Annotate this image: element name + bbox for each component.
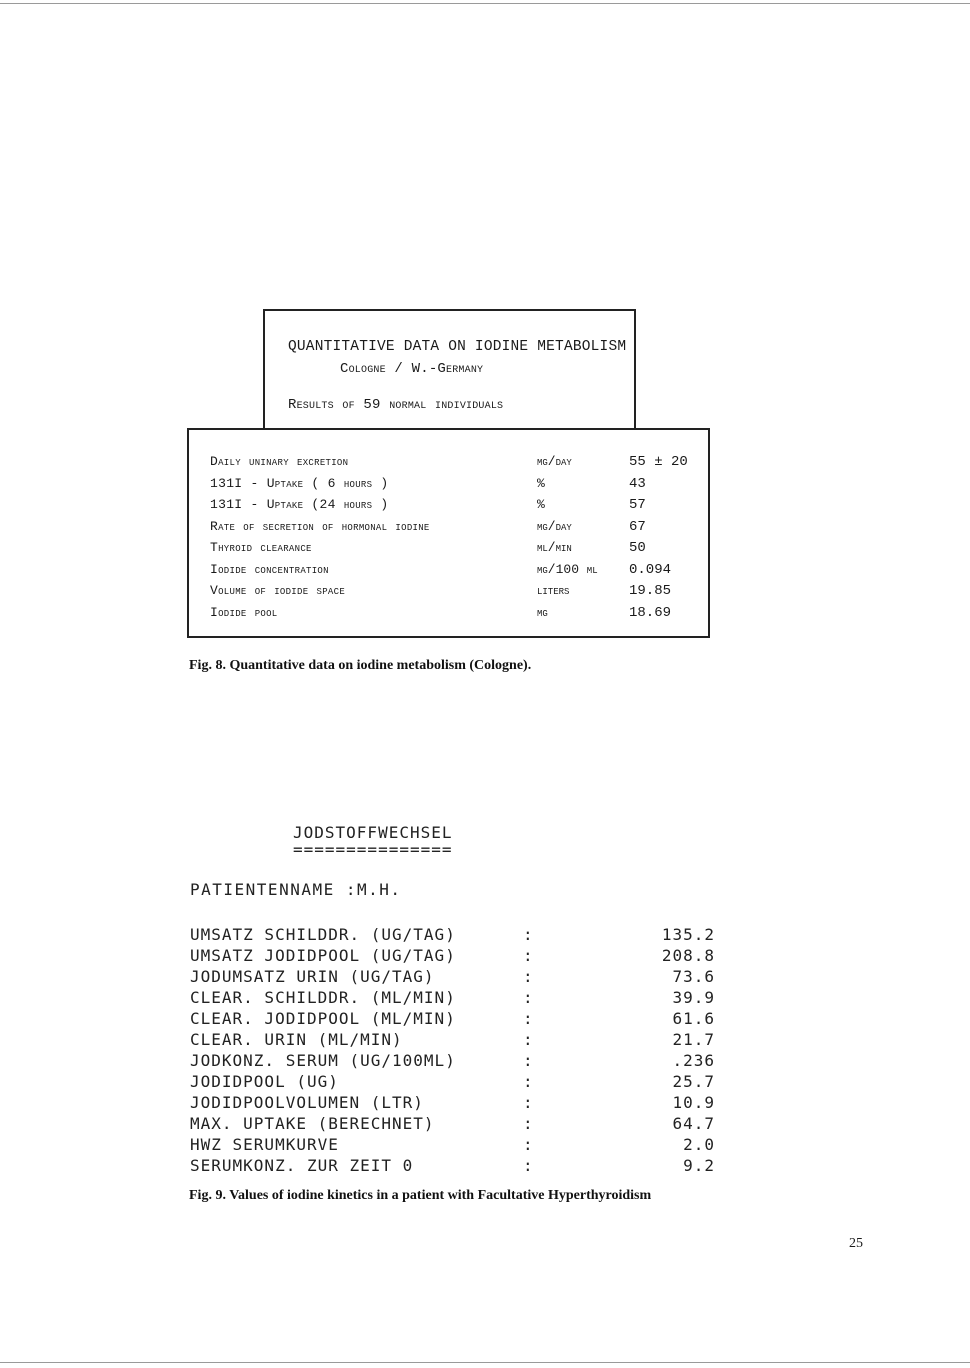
item-value: 64.7	[672, 1114, 715, 1133]
table-row	[189, 540, 708, 561]
list-item	[0, 1135, 970, 1156]
item-colon: :	[523, 988, 534, 1007]
item-label: MAX. UPTAKE (BERECHNET)	[190, 1114, 435, 1133]
row-unit: µg/day	[537, 518, 572, 534]
item-value: 25.7	[672, 1072, 715, 1091]
table-row	[189, 519, 708, 540]
item-label: CLEAR. SCHILDDR. (ML/MIN)	[190, 988, 456, 1007]
table-row	[189, 583, 708, 604]
item-value: 21.7	[672, 1030, 715, 1049]
figure8-title: QUANTITATIVE DATA ON IODINE METABOLISM	[288, 339, 627, 355]
item-value: 2.0	[683, 1135, 715, 1154]
list-item	[0, 1009, 970, 1030]
list-item	[0, 1072, 970, 1093]
figure9-heading-underline: ===============	[293, 840, 453, 859]
figure8-table	[187, 428, 710, 638]
row-unit: µg/day	[537, 454, 572, 469]
figure9-caption: Fig. 9. Values of iodine kinetics in a patient with Facultative Hyperthyroidism	[189, 1188, 652, 1203]
row-value: 19.85	[629, 583, 672, 599]
item-colon: :	[523, 967, 534, 986]
table-row	[189, 454, 708, 475]
figure8-subtitle: Results of 59 normal individuals	[288, 397, 504, 413]
item-colon: :	[523, 1030, 534, 1049]
item-value: 73.6	[672, 967, 715, 986]
row-unit: %	[537, 497, 545, 512]
item-label: CLEAR. URIN (ML/MIN)	[190, 1030, 403, 1049]
row-label: Volume of iodide space	[210, 583, 346, 598]
item-colon: :	[523, 1135, 534, 1154]
figure8-header-box	[263, 309, 636, 428]
item-label: JODIDPOOL (UG)	[190, 1072, 339, 1091]
list-item	[0, 988, 970, 1009]
row-label: Iodide pool	[210, 604, 278, 620]
row-value: 18.69	[629, 604, 672, 621]
list-item	[0, 946, 970, 967]
item-colon: :	[523, 1009, 534, 1028]
row-label: 131I - Uptake (24 hours )	[210, 497, 389, 512]
item-label: UMSATZ SCHILDDR. (UG/TAG)	[190, 925, 456, 944]
row-unit: µg/100 ml	[537, 561, 598, 577]
list-item	[0, 925, 970, 946]
item-label: UMSATZ JODIDPOOL (UG/TAG)	[190, 946, 456, 965]
item-value: 135.2	[661, 925, 715, 944]
row-value: 50	[629, 540, 646, 556]
item-value: 9.2	[683, 1156, 715, 1175]
row-value: 43	[629, 475, 646, 492]
table-row	[189, 605, 708, 626]
row-unit: %	[537, 475, 545, 491]
row-value: 57	[629, 497, 646, 513]
row-label: Daily uninary excretion	[210, 454, 349, 469]
item-value: 39.9	[672, 988, 715, 1007]
list-item	[0, 1051, 970, 1072]
row-value: 0.094	[629, 561, 672, 578]
list-item	[0, 1093, 970, 1114]
list-item	[0, 1030, 970, 1051]
row-label: Rate of secretion of hormonal iodine	[210, 518, 430, 534]
table-row	[189, 497, 708, 518]
item-label: JODUMSATZ URIN (UG/TAG)	[190, 967, 435, 986]
item-label: JODKONZ. SERUM (UG/100ML)	[190, 1051, 456, 1070]
row-label: Thyroid clearance	[210, 540, 312, 555]
item-value: 61.6	[672, 1009, 715, 1028]
bottom-edge-rule	[0, 1362, 970, 1363]
row-unit: µg	[537, 604, 548, 620]
item-label: HWZ SERUMKURVE	[190, 1135, 339, 1154]
list-item	[0, 1156, 970, 1177]
item-value: .236	[672, 1051, 715, 1070]
row-unit: liters	[537, 583, 570, 598]
item-colon: :	[523, 1156, 534, 1175]
row-label: Iodide concentration	[210, 561, 329, 577]
item-colon: :	[523, 946, 534, 965]
table-row	[189, 476, 708, 497]
item-colon: :	[523, 925, 534, 944]
item-label: SERUMKONZ. ZUR ZEIT 0	[190, 1156, 414, 1175]
item-colon: :	[523, 1114, 534, 1133]
table-row	[189, 562, 708, 583]
item-label: CLEAR. JODIDPOOL (ML/MIN)	[190, 1009, 456, 1028]
row-value: 55 ± 20	[629, 454, 688, 470]
row-label: 131I - Uptake ( 6 hours )	[210, 475, 389, 491]
list-item	[0, 967, 970, 988]
top-edge-rule	[0, 3, 970, 4]
page-number: 25	[849, 1236, 863, 1251]
item-label: JODIDPOOLVOLUMEN (LTR)	[190, 1093, 424, 1112]
item-colon: :	[523, 1051, 534, 1070]
figure9-patient-name: PATIENTENNAME :M.H.	[190, 880, 402, 899]
list-item	[0, 1114, 970, 1135]
item-value: 208.8	[661, 946, 715, 965]
row-value: 67	[629, 518, 646, 535]
item-colon: :	[523, 1072, 534, 1091]
row-unit: ml/min	[537, 540, 572, 555]
item-colon: :	[523, 1093, 534, 1112]
item-value: 10.9	[672, 1093, 715, 1112]
figure9-heading: JODSTOFFWECHSEL	[293, 823, 453, 842]
figure8-location: Cologne / W.-Germany	[340, 361, 484, 377]
figure8-caption: Fig. 8. Quantitative data on iodine metabolism (Cologne).	[189, 658, 532, 673]
